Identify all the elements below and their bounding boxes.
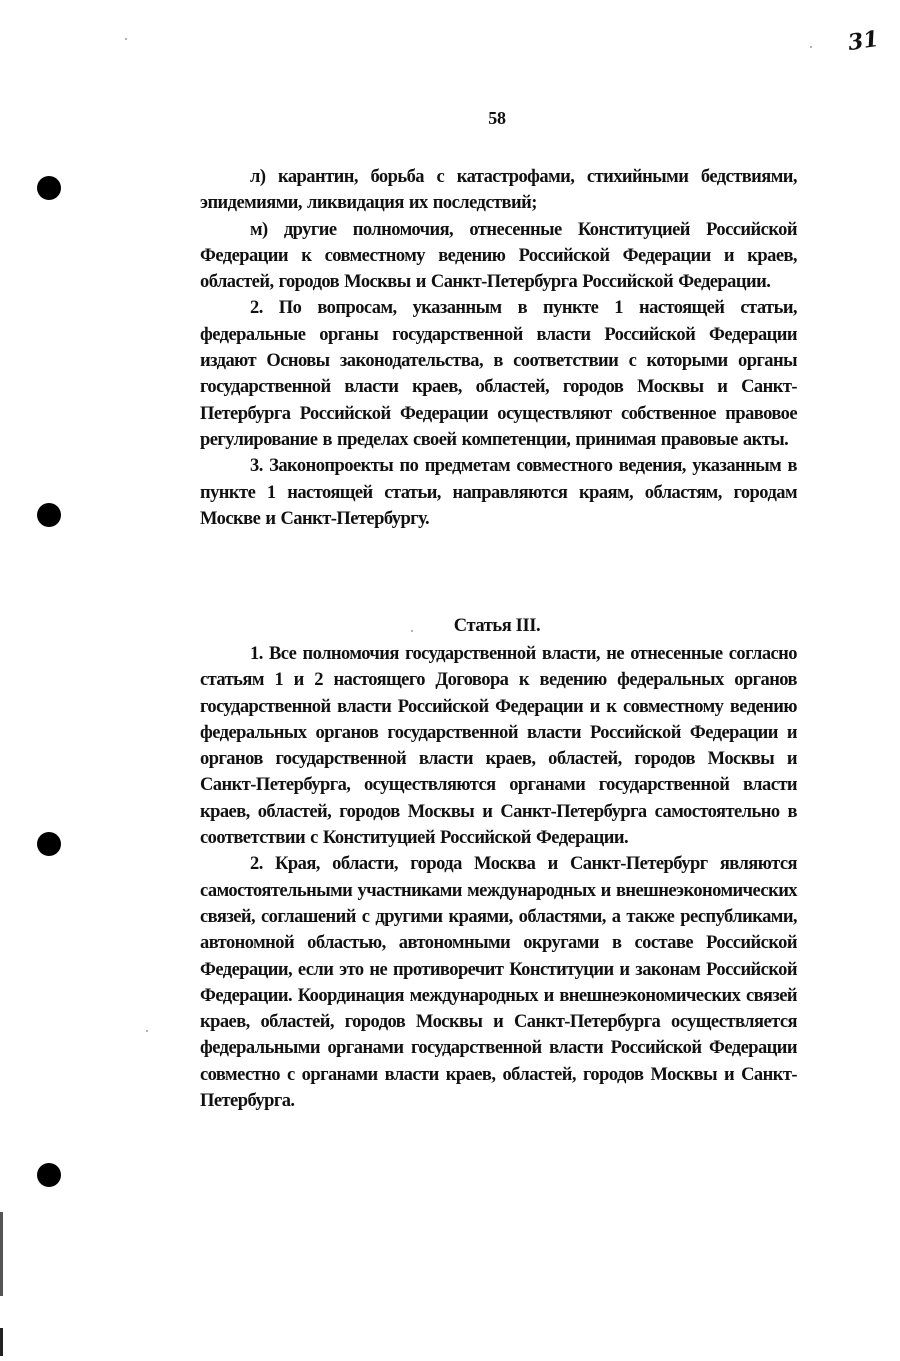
paragraph-2: 2. По вопросам, указанным в пункте 1 настоящей статьи, федеральные органы государственной власти Российской Федерации издают Основы законодательства, в соответствии с которыми органы государственной власти краев, областей, городов Москвы и Санкт-Петербурга Российской Федерации осуществляют собственное правовое регулирование в пределах своей компетенции, принимая правовые акты. [200,298,797,450]
scan-speck [810,46,812,48]
punch-hole [37,503,61,527]
scan-edge-mark [0,1328,3,1356]
scan-speck [125,38,127,40]
text-block-article [200,641,797,1114]
paragraph-m: м) другие полномочия, отнесенные Конституцией Российской Федерации к совместному ведению Российской Федерации и краев, областей, городов Москвы и Санкт-Петербурга Российской Федерации. [200,219,797,293]
paragraph-3: 3. Законопроекты по предметам совместного ведения, указанным в пункте 1 настоящей статьи, направляются краям, областям, городам Москве и Санкт-Петербургу. [200,456,797,529]
page-number: 58 [488,108,506,128]
scan-edge-mark [0,1212,3,1296]
scan-speck [146,1030,148,1032]
punch-hole [37,176,61,200]
article-paragraph-1: 1. Все полномочия государственной власти, не отнесенные согласно статьям 1 и 2 настоящего Договора к ведению федеральных органов государственной власти Российской Федерации и к совместному ведению федеральных органов государственной власти Российской Федерации и органов государственной власти краев, областей, городов Москвы и Санкт-Петербурга, осуществляются органами государственной власти краев, областей, городов Москвы и Санкт-Петербурга самостоятельно в соответствии с Конституцией Российской Федерации. [200,644,797,849]
punch-hole [37,832,61,856]
paragraph-l: л) карантин, борьба с катастрофами, стихийными бедствиями, эпидемиями, ликвидация их последствий; [200,167,797,214]
article-paragraph-2: 2. Края, области, города Москва и Санкт-Петербург являются самостоятельными участниками международных и внешнеэкономических связей, соглашений с другими краями, областями, а также республиками, автономной областью, автономными округами в составе Российской Федерации, если это не противоречит Конституции и законам Российской Федерации. Координация международных и внешнеэкономических связей краев, областей, городов Москвы и Санкт-Петербурга осуществляется федеральными органами государственной власти Российской Федерации совместно с органами власти краев, областей, городов Москвы и Санкт-Петербурга. [200,854,797,1112]
handwritten-page-mark: 31 [846,25,881,57]
text-block-top [200,164,797,532]
punch-hole [37,1163,61,1187]
article-heading: Статья III. [453,616,541,636]
